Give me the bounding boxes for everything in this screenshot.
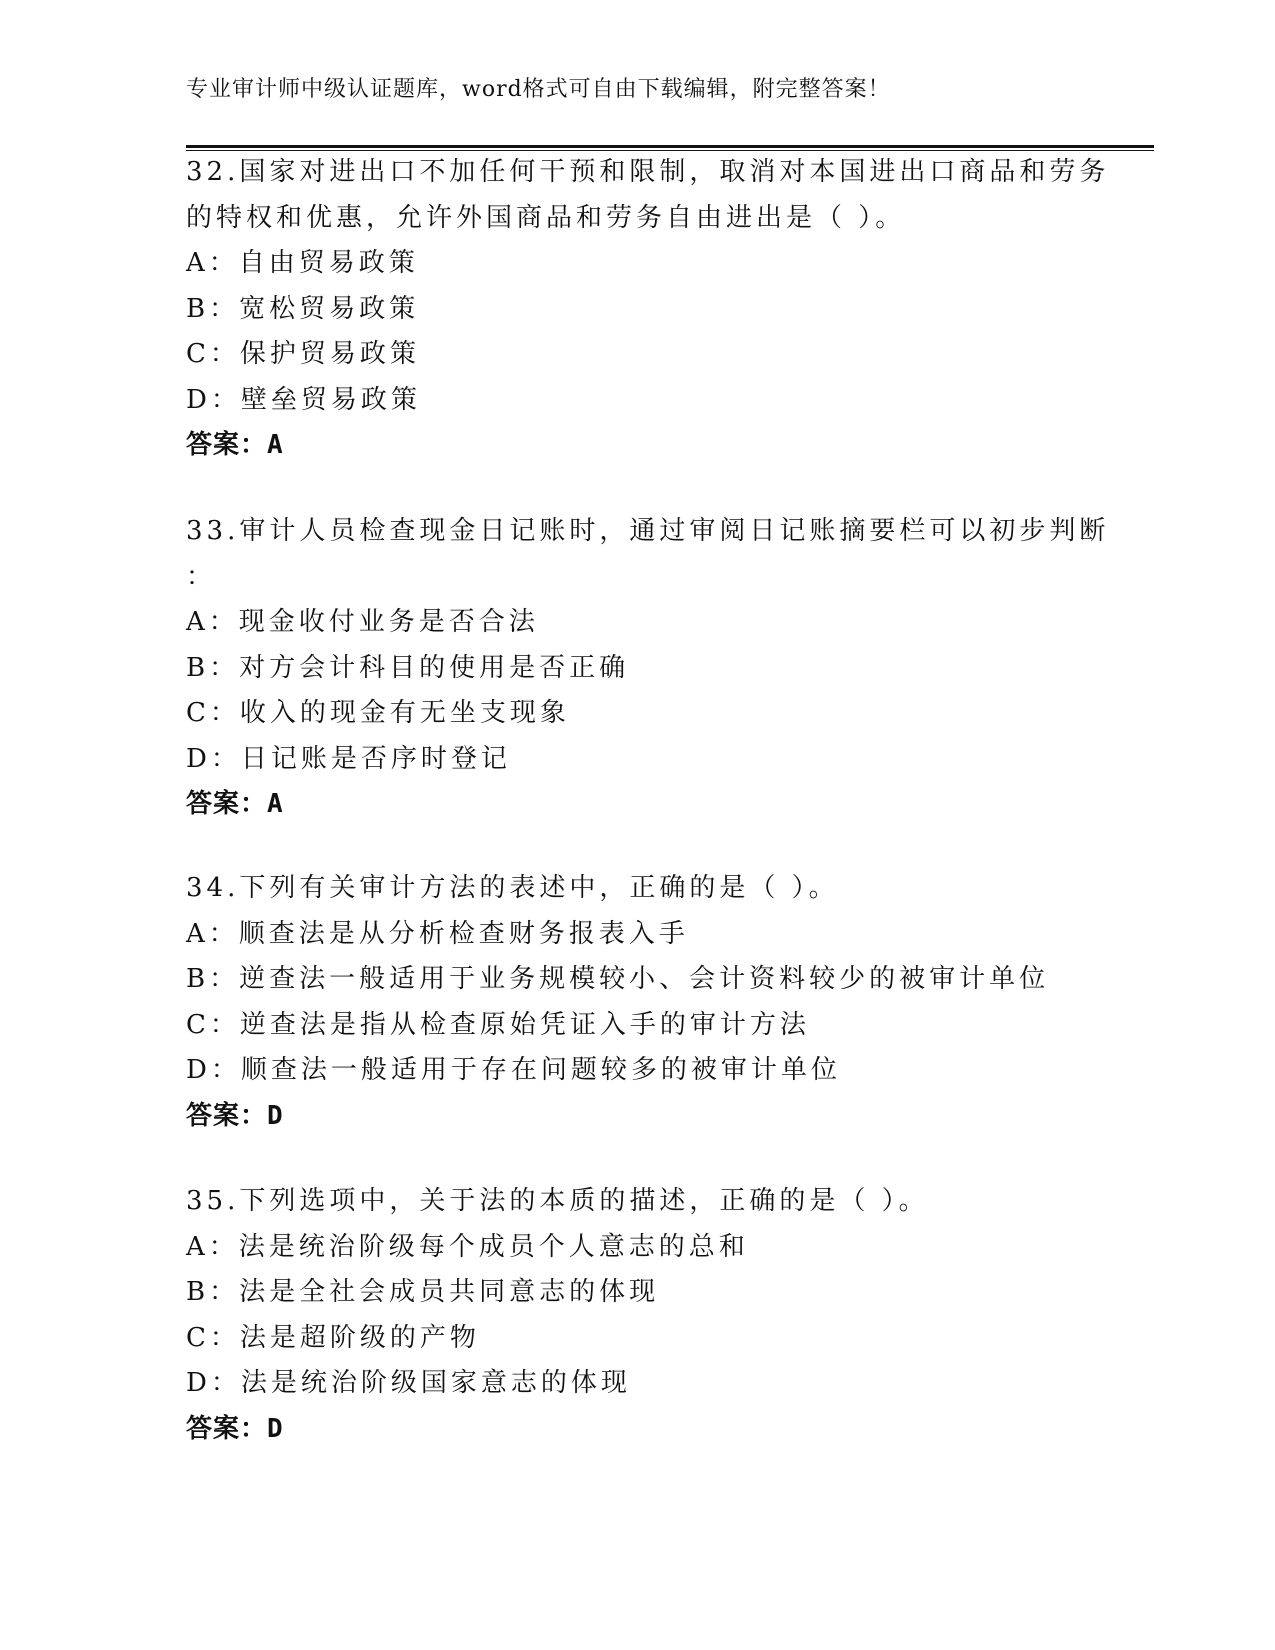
option-b: B：逆查法一般适用于业务规模较小、会计资料较少的被审计单位 <box>186 964 1050 994</box>
answer-value: D <box>267 1100 283 1131</box>
answer-label: 答案： <box>186 1100 268 1131</box>
question-33 <box>186 509 1110 828</box>
question-stem-line: ： <box>186 561 217 592</box>
option-b: B：法是全社会成员共同意志的体现 <box>186 1277 660 1307</box>
question-stem-line: 35.下列选项中，关于法的本质的描述，正确的是（ ）。 <box>186 1186 929 1216</box>
question-32 <box>186 150 1110 469</box>
answer-label: 答案： <box>186 430 268 460</box>
option-c: C：法是超阶级的产物 <box>186 1322 480 1353</box>
answer-label: 答案： <box>186 1413 268 1444</box>
answer-line <box>186 782 1086 828</box>
option-c: C：收入的现金有无坐支现象 <box>186 698 570 728</box>
page-header: 专业审计师中级认证题库，word格式可自由下载编辑，附完整答案！ <box>186 77 891 102</box>
option-b: B：宽松贸易政策 <box>186 293 420 324</box>
option-a: A：法是统治阶级每个成员个人意志的总和 <box>186 1231 749 1262</box>
answer-label: 答案： <box>186 789 268 819</box>
answer-line <box>186 423 1086 469</box>
option-a: A：自由贸易政策 <box>186 248 419 278</box>
option-d: D：顺查法一般适用于存在问题较多的被审计单位 <box>186 1055 841 1085</box>
option-d: D：法是统治阶级国家意志的体现 <box>186 1368 631 1398</box>
question-stem-line: 的特权和优惠，允许外国商品和劳务自由进出是（ ）。 <box>186 202 906 233</box>
question-stem-line: 32.国家对进出口不加任何干预和限制，取消对本国进出口商品和劳务 <box>186 157 1110 187</box>
option-c: C：逆查法是指从检查原始凭证入手的审计方法 <box>186 1009 810 1040</box>
answer-value: A <box>267 789 283 819</box>
option-c: C：保护贸易政策 <box>186 339 420 369</box>
option-d: D：日记账是否序时登记 <box>186 743 511 774</box>
answer-line <box>186 1094 1086 1140</box>
question-35 <box>186 1179 1086 1452</box>
option-a: A：顺查法是从分析检查财务报表入手 <box>186 918 689 949</box>
option-b: B：对方会计科目的使用是否正确 <box>186 652 630 683</box>
question-stem-line: 33.审计人员检查现金日记账时，通过审阅日记账摘要栏可以初步判断 <box>186 516 1110 546</box>
option-a: A：现金收付业务是否合法 <box>186 607 539 637</box>
question-stem-line: 34.下列有关审计方法的表述中，正确的是（ ）。 <box>186 873 839 903</box>
question-34 <box>186 866 1086 1139</box>
answer-line <box>186 1407 1086 1453</box>
option-d: D：壁垒贸易政策 <box>186 384 421 415</box>
answer-value: D <box>267 1413 283 1444</box>
answer-value: A <box>267 430 283 460</box>
